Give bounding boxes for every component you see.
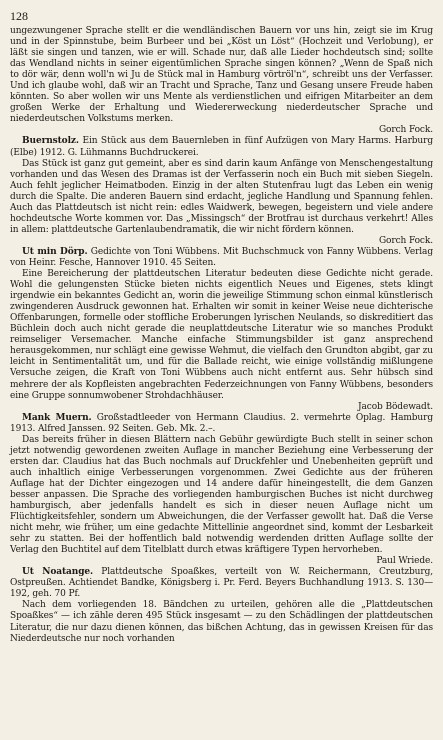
entry-bibliography: Großstadtleeder von Hermann Claudius. 2. vermehrte Oplag. Hamburg 1913. Alfred Janssen. 92 Seiten. Geb. Mk. 2.–. (10, 412, 433, 434)
page-body (10, 26, 433, 645)
review-buernstolz: Das Stück ist ganz gut gemeint, aber es sind darin kaum Anfänge von Menschengestaltung vorhanden und das Wesen des Dramas ist der Verfasserin noch ein Buch mit sieben Siegeln. Auch fehlt jeglicher Heimatboden. Einzig in der alten Stutenfrau lugt das Leben ein wenig durch die Spalte. Die anderen Bauern sind erdacht, jegliche Handlung und Spannung fehlen. Auch das Plattdeutsch ist nicht rein: edles Waidwerk, bewegen, begeistern und viele andere hochdeutsche Worte kommen vor. Das „Missingsch“ der Brotfrau ist durchaus verkehrt! Alles in allem: plattdeutsche Gartenlaubendramatik, die wir nicht fördern können. (10, 158, 433, 235)
entry-title: Buernstolz. (22, 136, 79, 147)
entry-bibliography: Ein Stück aus dem Bauernleben in fünf Aufzügen von Mary Harms. Harburg (Elbe) 1912. G. Lühmanns Buchdruckerei. (10, 136, 433, 158)
review-mank-muern: Das bereits früher in diesen Blättern nach Gebühr gewürdigte Buch stellt in seiner schon jetzt notwendig gewordenen zweiten Auflage in mancher Beziehung eine Verbesserung der ersten dar. Claudius hat das Buch nochmals auf Druckfehler und Unebenheiten geprüft und auch inhaltlich einige Verbesserungen vorgenommen. Zwei Gedichte aus der früheren Auflage hat der Dichter eingezogen und 14 andere dafür hineingestellt, die dem Ganzen besser anpassen. Die Sprache des vorliegenden hamburgischen Buches ist nicht durchweg hamburgisch, aber jedenfalls handelt es sich in dieser neuen Auflage nicht um Flüchtigkeitsfehler, sondern um Abweichungen, die der Verfasser gewollt hat. Daß die Verse nicht mehr, wie früher, um eine gedachte Mittellinie angeordnet sind, kommt der Lesbarkeit sehr zu statten. Bei der hoffentlich bald notwendig werdenden dritten Auflage sollte der Verlag den Buchtitel auf dem Titelblatt durch etwas kräftigere Typen hervorheben. (10, 434, 433, 556)
paragraph-1: ungezwungener Sprache stellt er die wendländischen Bauern vor uns hin, zeigt sie im Krug und in der Spinnstube, beim Burbeer und bei „Köst un Löst“ (Hochzeit und Verlobung), er läßt sie singen und tanzen, wie er will. Schade nur, daß alle Lieder hochdeutsch sind; sollte das Wendland nichts in seiner eigentümlichen Sprache singen können? „Wenn de Spaß nich to dör wär, denn woll'n wi Ju de Stück mal in Hamburg vörtröl'n“, schreibt uns der Verfasser. Und ich glaube wohl, daß wir an Tracht und Sprache, Tanz und Gesang unsere Freude haben könnten. So aber wollen wir uns Mente als verdienstlichen und eifrigen Mitarbeiter an dem großen Werke der Erhaltung und Wiedererweckung niederdeutscher Sprache und niederdeutschen Volkstums merken. (10, 26, 433, 125)
entry-title: Ut min Dörp. (22, 246, 88, 257)
review-ut-noatange: Nach dem vorliegenden 18. Bändchen zu urteilen, gehören alle die „Plattdeutschen Spoaßkes“ — ich zähle deren 495 Stück insgesamt — zu den Schädlingen der plattdeutschen Literatur, die nur dazu dienen können, das bißchen Achtung, das in gewissen Kreisen für das Niederdeutsche nur noch vorhanden (10, 600, 433, 644)
entry-title: Ut Noatange. (22, 567, 94, 578)
signature-3: Jacob Bödewadt. (358, 401, 433, 412)
page-number: 128 (10, 9, 28, 23)
entry-buernstolz (10, 136, 433, 158)
signature-4: Paul Wriede. (376, 556, 433, 567)
entry-mank-muern (10, 413, 433, 435)
review-ut-min-doerp: Eine Bereicherung der plattdeutschen Literatur bedeuten diese Gedichte nicht gerade. Wohl die gelungensten Stücke bieten nichts eigentlich Neues und Eigenes, stets klingt irgendwie ein bekanntes Gedicht an, worin die jeweilige Stimmung schon einmal künstlerisch zwingenderen Ausdruck gewonnen hat. Erhalten wir somit in keiner Weise neue dichterische Offenbarungen, formelle oder stoffliche Eroberungen lyrischen Neulands, so diskreditiert das Büchlein doch auch nicht gerade die neuplattdeutsche Literatur wie so manches Produkt reimseliger Versemacher. Manche einfache Stimmungsbilder ist ganz ansprechend herausgekommen, nur schlägt eine gewisse Wehmut, die vielfach den Grundton abgibt, gar zu leicht in Sentimentalität um, und für die Ballade reicht, wie einige vollständig mißlungene Versuche zeigen, die Kraft von Toni Wübbens auch nicht entfernt aus. Sehr hübsch sind mehrere der als Kopfleisten angebrachten Federzeichnungen von Fanny Wübbens, besonders eine Gruppe sonnumwobener Strohdachhäuser. (10, 269, 433, 401)
entry-title: Mank Muern. (22, 412, 92, 423)
entry-ut-noatange (10, 567, 433, 600)
signature-1: Gorch Fock. (378, 125, 433, 136)
signature-2: Gorch Fock. (378, 235, 433, 246)
entry-bibliography: Gedichte von Toni Wübbens. Mit Buchschmuck von Fanny Wübbens. Verlag von Heinr. Fesche, Hannover 1910. 45 Seiten. (10, 246, 433, 268)
entry-ut-min-doerp (10, 247, 433, 269)
entry-bibliography: Plattdeutsche Spoaßkes, verteilt von W. Reichermann, Creutzburg, Ostpreußen. Achtiendet Bandke, Königsberg i. Pr. Ferd. Beyers Buchhandlung 1913. S. 130—192, geh. 70 Pf. (10, 567, 433, 600)
